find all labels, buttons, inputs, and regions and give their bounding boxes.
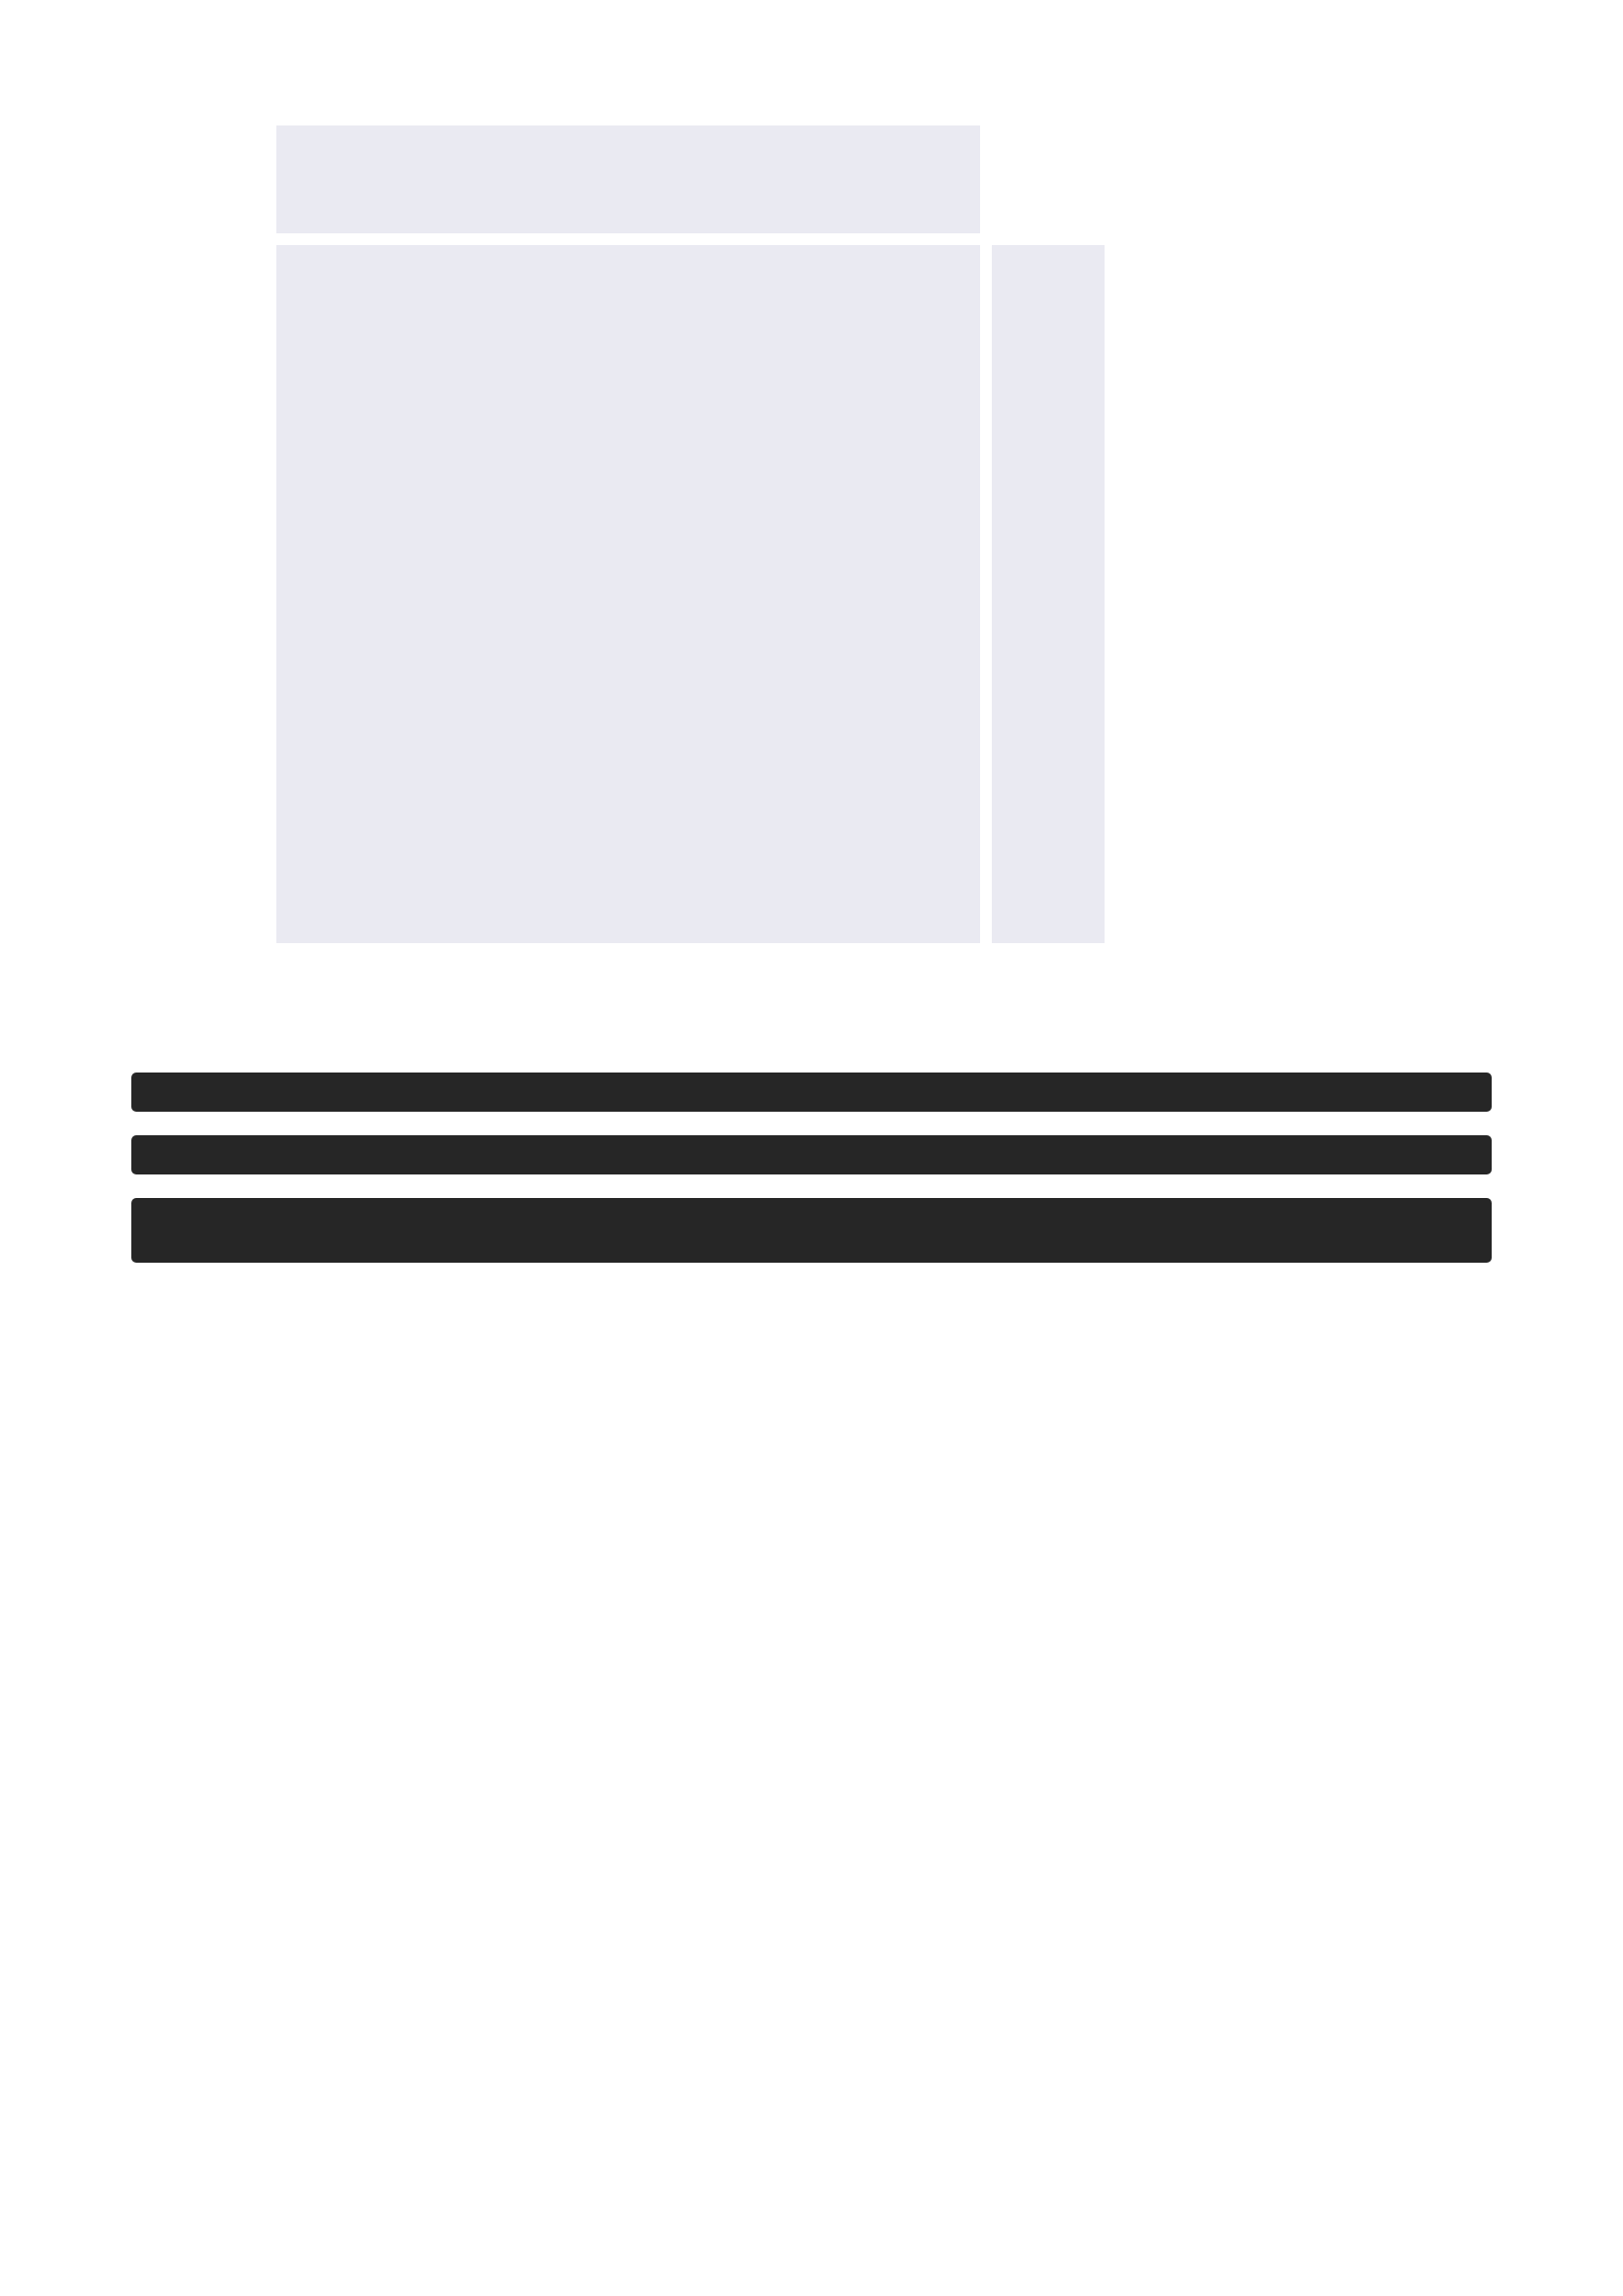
code-cell-feature-engineering[interactable] [131, 1135, 1492, 1174]
right-marginal-histogram [992, 245, 1105, 943]
article-body [0, 1073, 1623, 1263]
joint-plot-figure [0, 0, 1623, 1039]
y-axis-ticks [137, 245, 261, 943]
top-marginal-histogram [276, 125, 980, 233]
output-cell-warning [131, 1198, 1492, 1263]
x-axis-ticks [276, 955, 980, 984]
scatter-plot-panel [276, 245, 980, 943]
code-cell-drop-saleprice[interactable] [131, 1073, 1492, 1112]
